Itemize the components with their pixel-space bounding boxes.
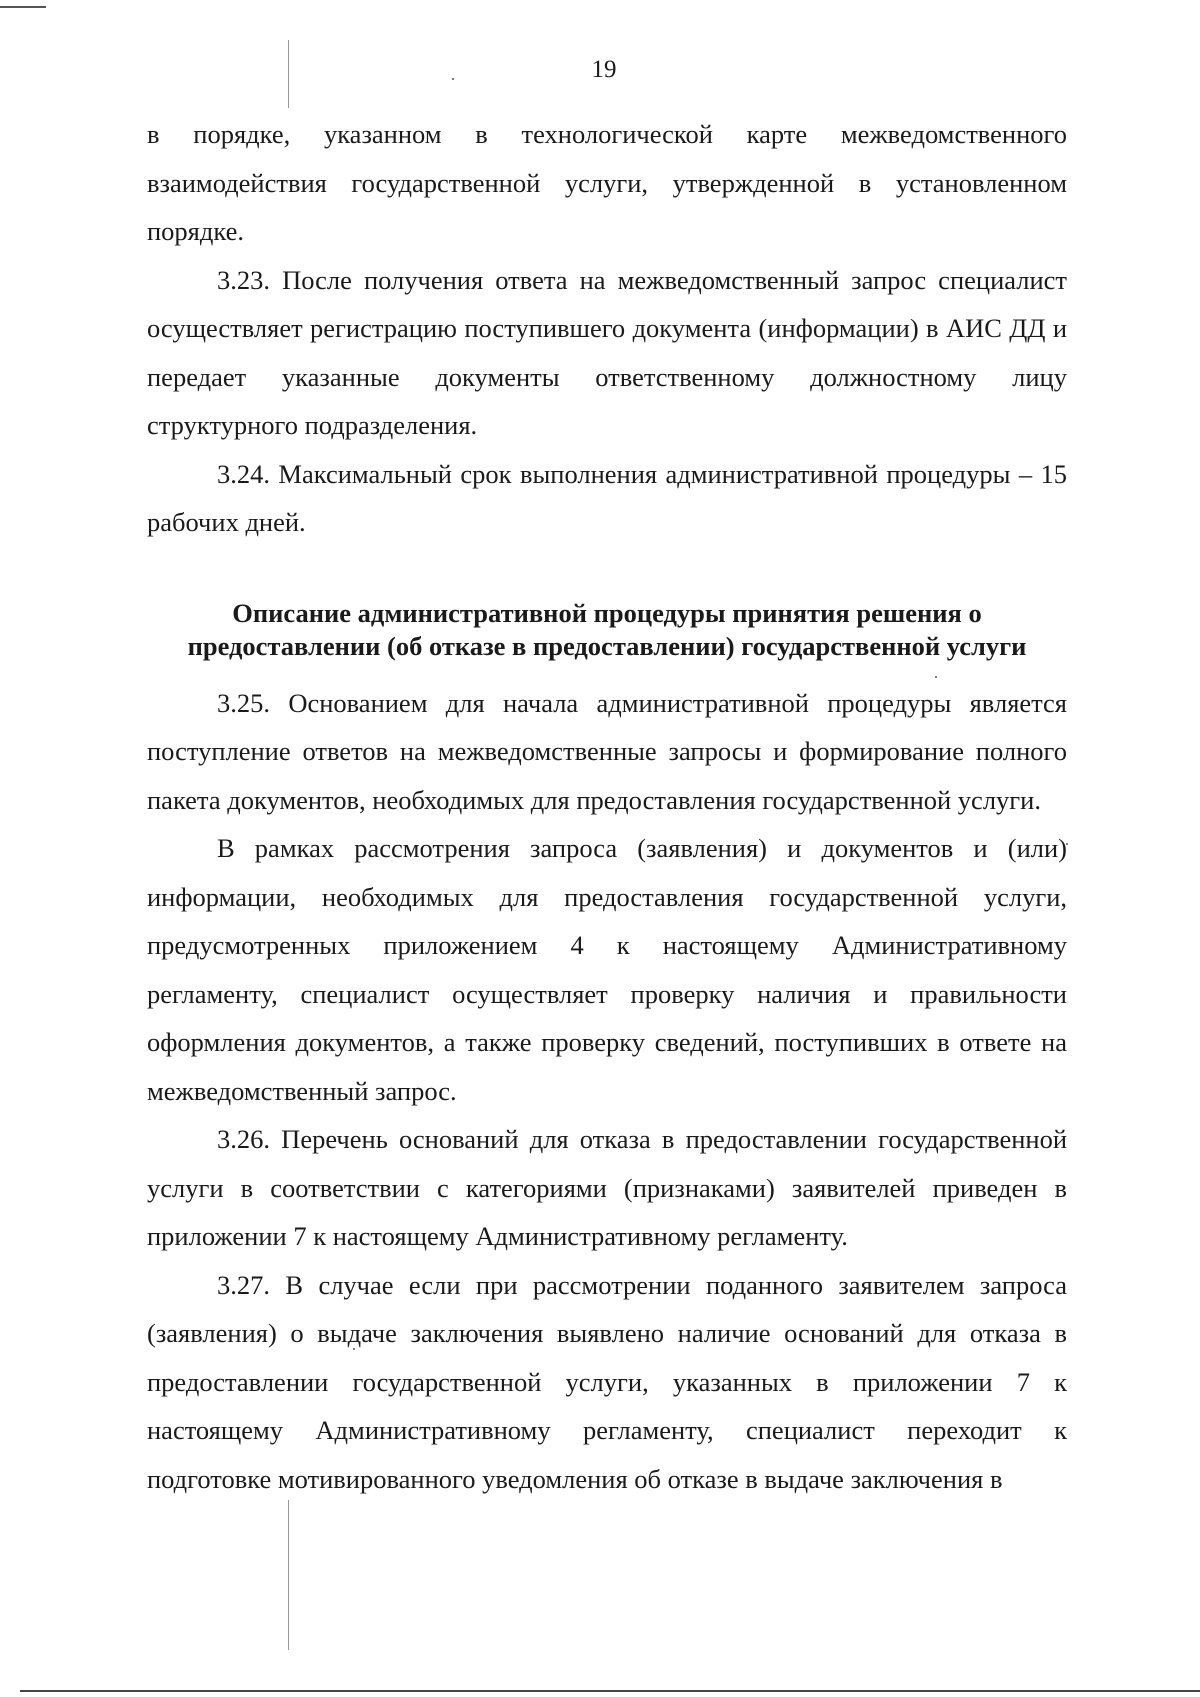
paragraph-3-23: 3.23. После получения ответа на межведомственный запрос специалист осуществляет регистрацию поступившего документа (информации) в АИС ДД и передает указанные документы ответственному должностному лицу структурного подразделения.	[147, 264, 1067, 440]
section-heading: Описание административной процедуры принятия решения о предоставлении (об отказе в предоставлении) государственной услуги	[187, 597, 1027, 661]
scan-edge-line-top	[0, 6, 46, 8]
paragraph-3-26: 3.26. Перечень оснований для отказа в предоставлении государственной услуги в соответствии с категориями (признаками) заявителей приведен в приложении 7 к настоящему Административному регламенту.	[147, 1124, 1067, 1251]
scan-fold-mark-bottom	[288, 1500, 289, 1650]
page-number: 19	[591, 56, 617, 83]
document-body	[147, 110, 1067, 1503]
paragraph-continuation: в порядке, указанном в технологической карте межведомственного взаимодействия государственной услуги, утвержденной в установленном порядке.	[147, 119, 1067, 246]
paragraph-3-25: 3.25. Основанием для начала административной процедуры является поступление ответов на межведомственные запросы и формирование полного пакета документов, необходимых для предоставления государственной услуги.	[147, 687, 1067, 815]
scan-edge-line-bottom	[20, 1690, 1200, 1692]
paragraph-3-27: 3.27. В случае если при рассмотрении поданного заявителем запроса (заявления) о выдаче заключения выявлено наличие оснований для отказа в предоставлении государственной услуги, указанных в приложении 7 к настоящему Административному регламенту, специалист переходит к подготовке мотивированного уведомления об отказе в выдаче заключения в	[147, 1269, 1067, 1494]
paragraph-3-24: 3.24. Максимальный срок выполнения административной процедуры – 15 рабочих дней.	[147, 458, 1067, 537]
paragraph-review: В рамках рассмотрения запроса (заявления) и документов и (или) информации, необходимых для предоставления государственной услуги, предусмотренных приложением 4 к настоящему Административному регламенту, специалист осуществляет проверку наличия и правильности оформления документов, а также проверку сведений, поступивших в ответе на межведомственный запрос.	[147, 833, 1067, 1106]
